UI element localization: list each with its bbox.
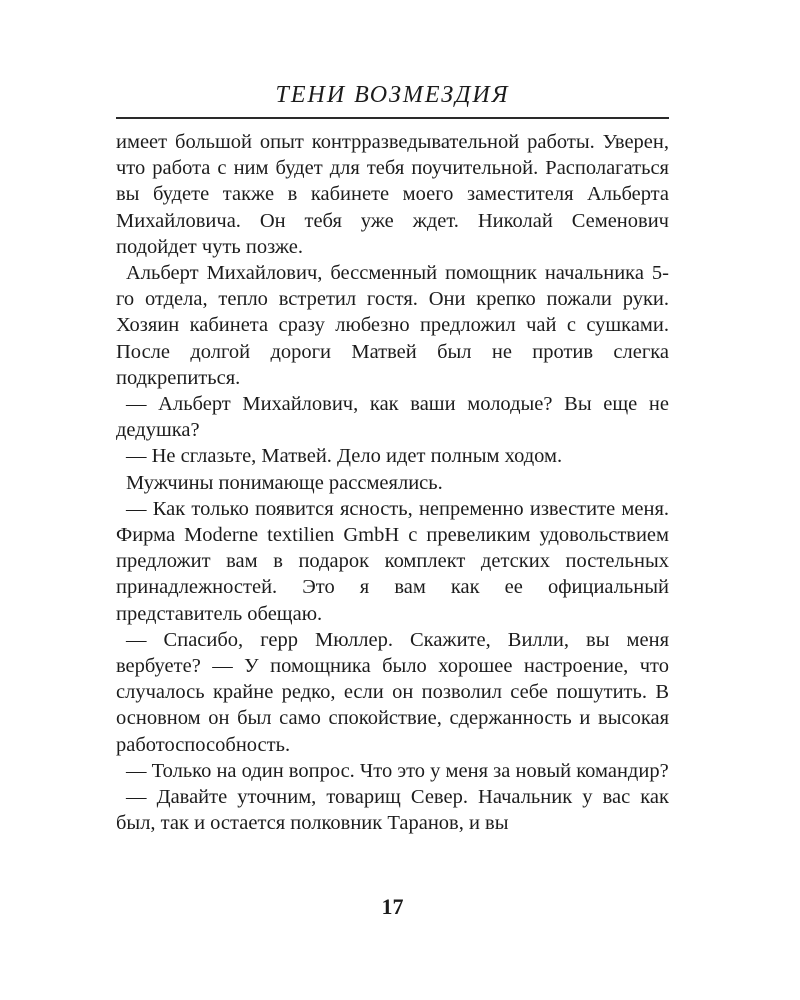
header-rule (116, 117, 669, 119)
body-text (116, 129, 669, 836)
paragraph-continuation: имеет большой опыт контрразведывательной работы. Уверен, что работа с ним будет для тебя поучительной. Располагаться вы будете также в кабинете моего заместителя Альберта Михайловича. Он тебя уже ждет. Николай Семенович подойдет чуть позже. (116, 131, 669, 258)
dialogue-line: — Давайте уточним, товарищ Север. Начальник у вас как был, так и остается полковник Таранов, и вы (116, 786, 669, 835)
running-head: ТЕНИ ВОЗМЕЗДИЯ (275, 82, 510, 108)
dialogue-line: — Только на один вопрос. Что это у меня за новый командир? (126, 759, 669, 782)
dialogue-line: — Не сглазьте, Матвей. Дело идет полным ходом. (126, 445, 563, 468)
dialogue-line: — Спасибо, герр Мюллер. Скажите, Вилли, вы меня вербуете? — У помощника было хорошее настроение, что случалось крайне редко, если он позволил себе пошутить. В основном он был само спокойствие, сдержанность и высокая работоспособность. (116, 628, 669, 756)
paragraph: Мужчины понимающе рассмеялись. (126, 471, 443, 494)
dialogue-line: — Альберт Михайлович, как ваши молодые? Вы еще не дедушка? (116, 393, 669, 442)
book-page (116, 0, 669, 1000)
paragraph: Альберт Михайлович, бессменный помощник начальника 5-го отдела, тепло встретил гостя. Они крепко пожали руки. Хозяин кабинета сразу любезно предложил чай с сушками. После долгой дороги Матвей был не против слегка подкрепиться. (116, 262, 669, 389)
dialogue-line: — Как только появится ясность, непременно известите меня. Фирма Moderne textilien GmbH с превеликим удовольствием предложит вам в подарок комплект детских постельных принадлежностей. Это я вам как ее официальный представитель обещаю. (116, 497, 669, 625)
page-number: 17 (381, 894, 404, 919)
